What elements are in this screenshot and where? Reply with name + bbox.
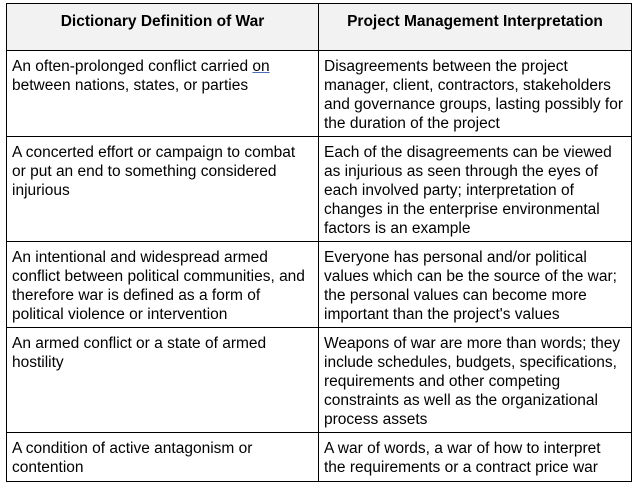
interpretation-cell: Each of the disagreements can be viewed as injurious as seen through the eyes of each involved party; interpretation of changes in the enterprise environmental factors is an example [319, 137, 632, 242]
definition-text: An often-prolonged conflict carried [12, 58, 253, 75]
interpretation-cell: A war of words, a war of how to interpret the requirements or a contract price war [319, 433, 632, 482]
interpretation-cell: Everyone has personal and/or political values which can be the source of the war; the personal values can become more important than the project's values [319, 242, 632, 328]
war-definition-table [6, 3, 632, 482]
definition-text: between nations, states, or parties [12, 77, 249, 94]
definition-cell: An armed conflict or a state of armed hostility [7, 328, 319, 433]
header-row [7, 4, 632, 51]
definition-cell: A condition of active antagonism or contention [7, 433, 319, 482]
table-row [7, 51, 632, 137]
table-row [7, 137, 632, 242]
comparison-table-container [6, 3, 631, 482]
definition-cell: A concerted effort or campaign to combat or put an end to something considered injurious [7, 137, 319, 242]
definition-cell: An intentional and widespread armed conflict between political communities, and therefore war is defined as a form of political violence or intervention [7, 242, 319, 328]
spellcheck-underlined-word: on [252, 58, 270, 75]
interpretation-cell: Disagreements between the project manager, client, contractors, stakeholders and governance groups, lasting possibly for the duration of the project [319, 51, 632, 137]
header-pm-interpretation: Project Management Interpretation [319, 4, 632, 51]
header-dictionary-definition: Dictionary Definition of War [7, 4, 319, 51]
table-row [7, 328, 632, 433]
table-row [7, 242, 632, 328]
definition-cell [7, 51, 319, 137]
interpretation-cell: Weapons of war are more than words; they include schedules, budgets, specifications, requirements and other competing constraints as well as the organizational process assets [319, 328, 632, 433]
table-row [7, 433, 632, 482]
